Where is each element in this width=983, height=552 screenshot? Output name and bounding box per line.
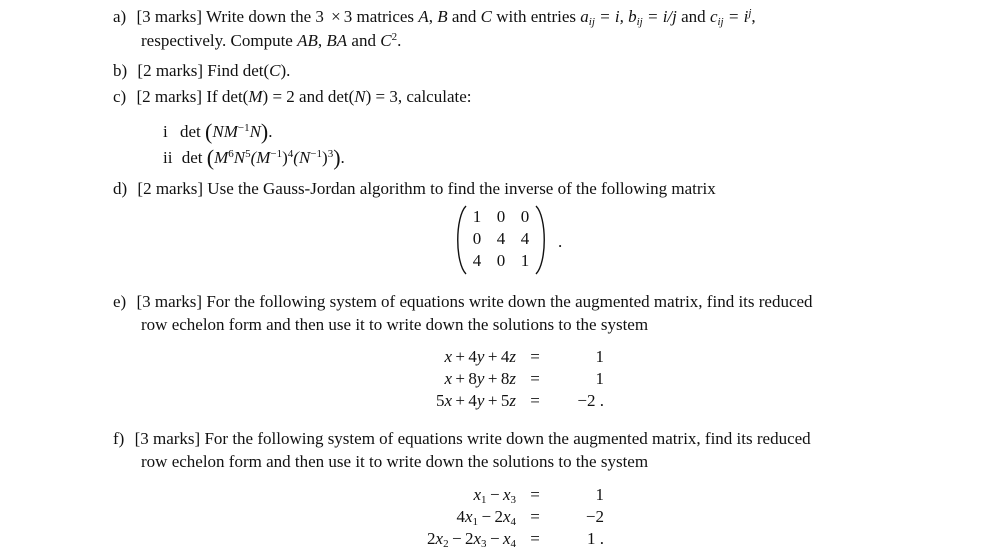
dimension-three: 3 — [343, 7, 353, 26]
equals-sign: = — [530, 347, 540, 366]
exponent-4: 4 — [287, 148, 294, 160]
n-symbol: N — [233, 148, 246, 167]
question-f — [113, 430, 811, 447]
question-c-ii — [163, 147, 345, 169]
question-c-text1: If det( — [206, 87, 249, 106]
c-squared — [380, 31, 397, 50]
equals-sign: = — [530, 369, 540, 388]
question-d-text: Use the Gauss-Jordan algorithm to find the inverse of the following matrix — [207, 179, 716, 198]
question-b — [113, 62, 290, 79]
close-paren: ). — [280, 61, 291, 80]
equals-sign: = — [530, 391, 540, 410]
question-e-label: e) — [113, 292, 127, 311]
question-f-label: f) — [113, 429, 125, 448]
times-symbol: × — [331, 7, 341, 26]
inverse-exponent: −1 — [310, 148, 323, 160]
question-f-line2-row — [141, 453, 648, 470]
open-paren: ( — [205, 119, 213, 144]
close-paren: ) — [322, 148, 328, 167]
equation-system-e — [380, 348, 620, 414]
matrix-cell: 4 — [520, 229, 530, 248]
exponent-5: 5 — [245, 148, 251, 160]
period: . — [558, 232, 563, 251]
entry-b-subscript: ij — [636, 16, 643, 28]
and-word: and — [451, 7, 477, 26]
entry-c-subscript: ij — [717, 16, 724, 28]
equation-lhs: $x_1 - x_3$ — [473, 485, 516, 506]
question-a-matrices: matrices — [356, 7, 415, 26]
matrix-cell: 1 — [520, 251, 530, 270]
close-paren: ) — [282, 148, 288, 167]
entry-c-symbol: c — [709, 7, 718, 26]
entry-c-base: = i — [727, 7, 749, 26]
question-b-marks: [2 marks] — [137, 61, 204, 80]
n-symbol: N — [212, 122, 224, 141]
matrix-cell: 0 — [472, 229, 482, 248]
equation-lhs: x + 4y + 4z — [444, 347, 516, 366]
entry-a-definition: = i, — [599, 7, 624, 26]
entry-b-definition: = i/j — [646, 7, 677, 26]
entry-a-subscript: ij — [588, 16, 595, 28]
equation-rhs: 1 . — [587, 529, 604, 548]
matrix-m-symbol: M — [248, 87, 263, 106]
question-a-text: Write down the 3 — [206, 7, 324, 26]
m-symbol: M — [223, 122, 238, 141]
det-operator: det — [179, 122, 201, 141]
question-f-marks: [3 marks] — [134, 429, 201, 448]
question-a-label: a) — [113, 7, 127, 26]
question-c-marks: [2 marks] — [136, 87, 203, 106]
question-f-line2: row echelon form and then use it to write down the solutions to the system — [141, 452, 649, 471]
question-a-marks: [3 marks] — [136, 7, 203, 26]
exponent-6: 6 — [228, 148, 234, 160]
question-e-line2-row — [141, 316, 648, 333]
respectively-text: respectively. Compute — [141, 31, 293, 50]
equation-lhs: $2x_2 - 2x_3 - x_4$ — [427, 529, 516, 550]
question-e — [113, 293, 813, 310]
question-c-text2: ) = 2 and det( — [262, 87, 355, 106]
matrix-cell: 0 — [520, 207, 530, 226]
matrix-a-symbol: A — [418, 7, 429, 26]
equation-system-f — [380, 486, 620, 552]
close-paren-big: ) — [260, 119, 269, 144]
c-squared-base: C — [380, 31, 392, 50]
matrix-n-symbol: N — [354, 87, 366, 106]
period: . — [268, 122, 273, 141]
question-e-line1: For the following system of equations write down the augmented matrix, find its reduced — [206, 292, 813, 311]
equation-rhs: 1 — [595, 369, 604, 388]
entry-b — [628, 7, 643, 26]
question-e-marks: [3 marks] — [136, 292, 203, 311]
question-b-label: b) — [113, 61, 128, 80]
entry-a-symbol: a — [580, 7, 589, 26]
product-ab: AB — [297, 31, 318, 50]
matrix-cell: 0 — [496, 207, 506, 226]
equation-rhs: −2 . — [577, 391, 604, 410]
comma: , — [317, 31, 323, 50]
matrix-c-symbol: C — [269, 61, 281, 80]
and-word: and — [351, 31, 376, 50]
entry-c-exponent: j — [748, 7, 752, 19]
equation-lhs: 5x + 4y + 5z — [435, 391, 516, 410]
n-symbol: N — [249, 122, 261, 141]
question-c-text3: ) = 3, calculate: — [365, 87, 472, 106]
m-inverse-open: (M — [250, 148, 271, 167]
equals-sign: = — [530, 507, 540, 526]
question-a — [113, 7, 756, 28]
product-ba: BA — [326, 31, 348, 50]
sub-i-label: i — [163, 122, 168, 141]
det-operator: det — [181, 148, 203, 167]
comma: , — [751, 7, 756, 26]
c-squared-exponent: 2 — [391, 31, 398, 43]
question-e-line2: row echelon form and then use it to write down the solutions to the system — [141, 315, 649, 334]
with-entries-text: with entries — [496, 7, 577, 26]
equation-rhs: −2 — [585, 507, 604, 526]
matrix-cell: 4 — [496, 229, 506, 248]
question-d — [113, 180, 716, 197]
n-inverse-open: (N — [293, 148, 311, 167]
entry-c-definition — [728, 7, 752, 26]
equals-sign: = — [530, 529, 540, 548]
comma: , — [428, 7, 433, 26]
sub-ii-label: ii — [163, 148, 173, 167]
and-word: and — [681, 7, 706, 26]
matrix-b-symbol: B — [437, 7, 448, 26]
entry-c — [710, 7, 724, 26]
matrix-cell: 1 — [472, 207, 482, 226]
question-c-i — [163, 121, 273, 143]
question-d-marks: [2 marks] — [137, 179, 204, 198]
question-a-line2 — [141, 32, 401, 49]
inverse-exponent: −1 — [237, 122, 250, 134]
m-symbol: M — [214, 148, 229, 167]
question-f-line1: For the following system of equations write down the augmented matrix, find its reduced — [204, 429, 811, 448]
equation-rhs: 1 — [595, 485, 604, 504]
question-d-label: d) — [113, 179, 128, 198]
question-b-text: Find det( — [207, 61, 270, 80]
close-paren-big: ) — [333, 145, 341, 170]
equals-sign: = — [530, 485, 540, 504]
open-paren: ( — [206, 145, 215, 170]
question-c — [113, 88, 471, 105]
matrix-c-symbol: C — [480, 7, 492, 26]
exponent-3: 3 — [327, 148, 334, 160]
matrix-cell: 0 — [496, 251, 506, 270]
period: . — [397, 31, 402, 50]
entry-a — [580, 7, 595, 26]
question-c-label: c) — [113, 87, 127, 106]
equation-lhs: x + 8y + 8z — [444, 369, 516, 388]
inverse-exponent: −1 — [270, 148, 283, 160]
period: . — [340, 148, 345, 167]
equation-rhs: 1 — [595, 347, 604, 366]
matrix-cell: 4 — [472, 251, 482, 270]
equation-lhs: $4x_1 - 2x_4$ — [456, 507, 516, 528]
matrix-d — [446, 205, 576, 275]
entry-b-symbol: b — [628, 7, 637, 26]
